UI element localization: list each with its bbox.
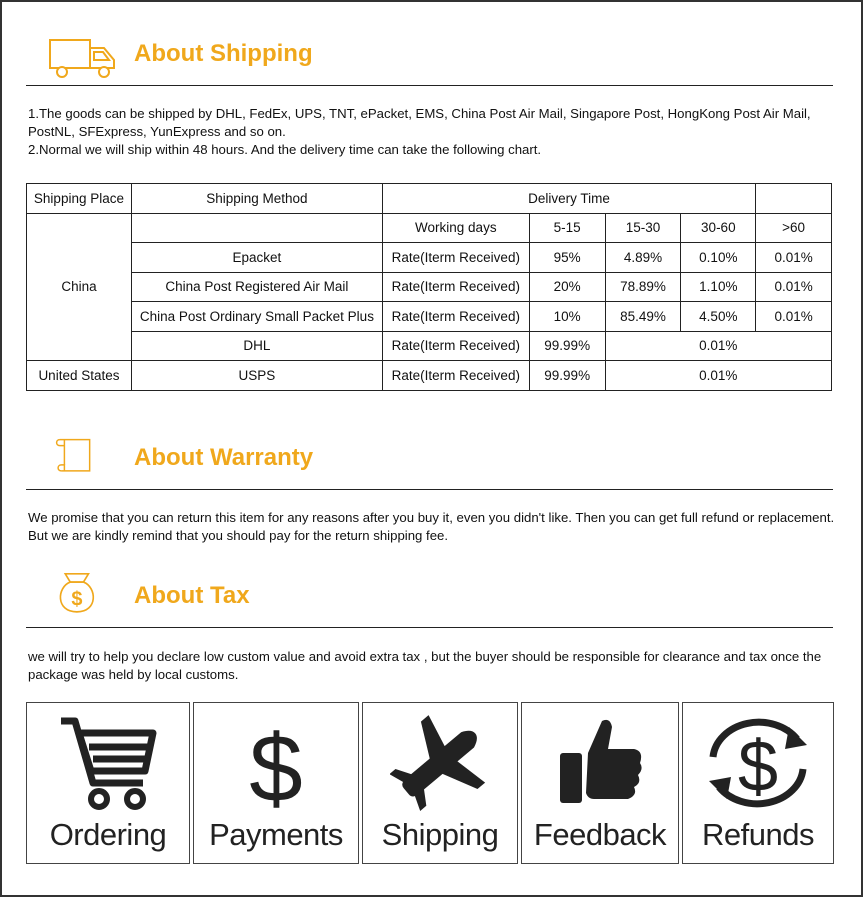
tax-text: we will try to help you declare low custom value and avoid extra tax , but the buyer should be responsible for clearance and tax once the package was held by local customs. — [28, 649, 822, 682]
warranty-header — [26, 430, 833, 490]
tax-header — [26, 568, 833, 628]
cell-working-days: Working days — [382, 213, 529, 243]
cell-value: 0.01% — [605, 361, 831, 391]
service-tiles — [26, 702, 834, 864]
dollar-icon — [236, 713, 316, 813]
table-row — [27, 361, 832, 391]
cell-value: 85.49% — [605, 302, 681, 332]
cell-col-15-30: 15-30 — [605, 213, 681, 243]
thumbs-up-icon — [550, 713, 650, 813]
cell-value: 4.50% — [681, 302, 756, 332]
header-delivery-time: Delivery Time — [382, 184, 755, 214]
tile-shipping — [362, 702, 518, 864]
tile-label: Feedback — [533, 817, 667, 852]
tile-label: Shipping — [381, 817, 499, 852]
warranty-text: We promise that you can return this item for any reasons after you buy it, even you didn't like. Then you can get full refund or replacement. But we are kindly remind that you should pay for the return shipping fee. — [28, 510, 835, 543]
svg-text:$: $ — [71, 588, 83, 611]
cell-rate-label: Rate(Iterm Received) — [382, 302, 529, 332]
tile-payments — [193, 702, 359, 864]
cell-united-states: United States — [27, 361, 132, 391]
header-shipping-place: Shipping Place — [27, 184, 132, 214]
shipping-title: About Shipping — [134, 40, 313, 67]
tile-label: Refunds — [702, 817, 814, 852]
cell-method: China Post Ordinary Small Packet Plus — [131, 302, 382, 332]
svg-text:$: $ — [737, 727, 779, 807]
scroll-icon — [54, 428, 106, 484]
cell-value: 10% — [529, 302, 605, 332]
cart-icon — [53, 713, 163, 813]
cell-rate-label: Rate(Iterm Received) — [382, 243, 529, 273]
shipping-line-2: 2.Normal we will ship within 48 hours. And the delivery time can take the following chart. — [28, 142, 542, 157]
cell-col-60: >60 — [756, 213, 832, 243]
table-row — [27, 331, 832, 361]
table-header-row — [27, 184, 832, 214]
cell-value: 0.01% — [605, 331, 831, 361]
shipping-table — [26, 183, 832, 391]
cell-value: 0.01% — [756, 302, 832, 332]
table-row — [27, 243, 832, 273]
cell-value: 1.10% — [681, 272, 756, 302]
svg-text:$: $ — [249, 715, 303, 813]
cell-value: 95% — [529, 243, 605, 273]
cell-method: USPS — [131, 361, 382, 391]
truck-icon — [48, 30, 118, 82]
tile-refunds — [682, 702, 834, 864]
header-empty — [756, 184, 832, 214]
cell-value: 0.10% — [681, 243, 756, 273]
cell-col-30-60: 30-60 — [681, 213, 756, 243]
money-bag-icon — [52, 562, 110, 622]
header-shipping-method: Shipping Method — [131, 184, 382, 214]
airplane-icon — [390, 713, 490, 813]
tax-title: About Tax — [134, 582, 250, 609]
tile-label: Payments — [209, 817, 343, 852]
table-row — [27, 272, 832, 302]
tile-label: Ordering — [49, 817, 167, 852]
cell-method: Epacket — [131, 243, 382, 273]
cell-value: 0.01% — [756, 272, 832, 302]
cell-value: 4.89% — [605, 243, 681, 273]
cell-method: DHL — [131, 331, 382, 361]
warranty-title: About Warranty — [134, 444, 314, 471]
shipping-header — [26, 26, 833, 86]
table-row — [27, 302, 832, 332]
cell-col-5-15: 5-15 — [529, 213, 605, 243]
table-subheader-row — [27, 213, 832, 243]
cell-rate-label: Rate(Iterm Received) — [382, 331, 529, 361]
cell-value: 99.99% — [529, 331, 605, 361]
refund-icon — [693, 713, 823, 813]
cell-value: 20% — [529, 272, 605, 302]
cell-rate-label: Rate(Iterm Received) — [382, 272, 529, 302]
cell-china: China — [27, 213, 132, 361]
cell-method: China Post Registered Air Mail — [131, 272, 382, 302]
tile-feedback — [521, 702, 679, 864]
cell-value: 78.89% — [605, 272, 681, 302]
tile-ordering — [26, 702, 190, 864]
cell-value: 99.99% — [529, 361, 605, 391]
cell-empty — [131, 213, 382, 243]
shipping-line-1: 1.The goods can be shipped by DHL, FedEx, UPS, TNT, ePacket, EMS, China Post Air Mail, Singapore Post, HongKong Post Air Mail, PostNL, SFExpress, YunExpress and so on. — [28, 106, 811, 139]
cell-rate-label: Rate(Iterm Received) — [382, 361, 529, 391]
cell-value: 0.01% — [756, 243, 832, 273]
